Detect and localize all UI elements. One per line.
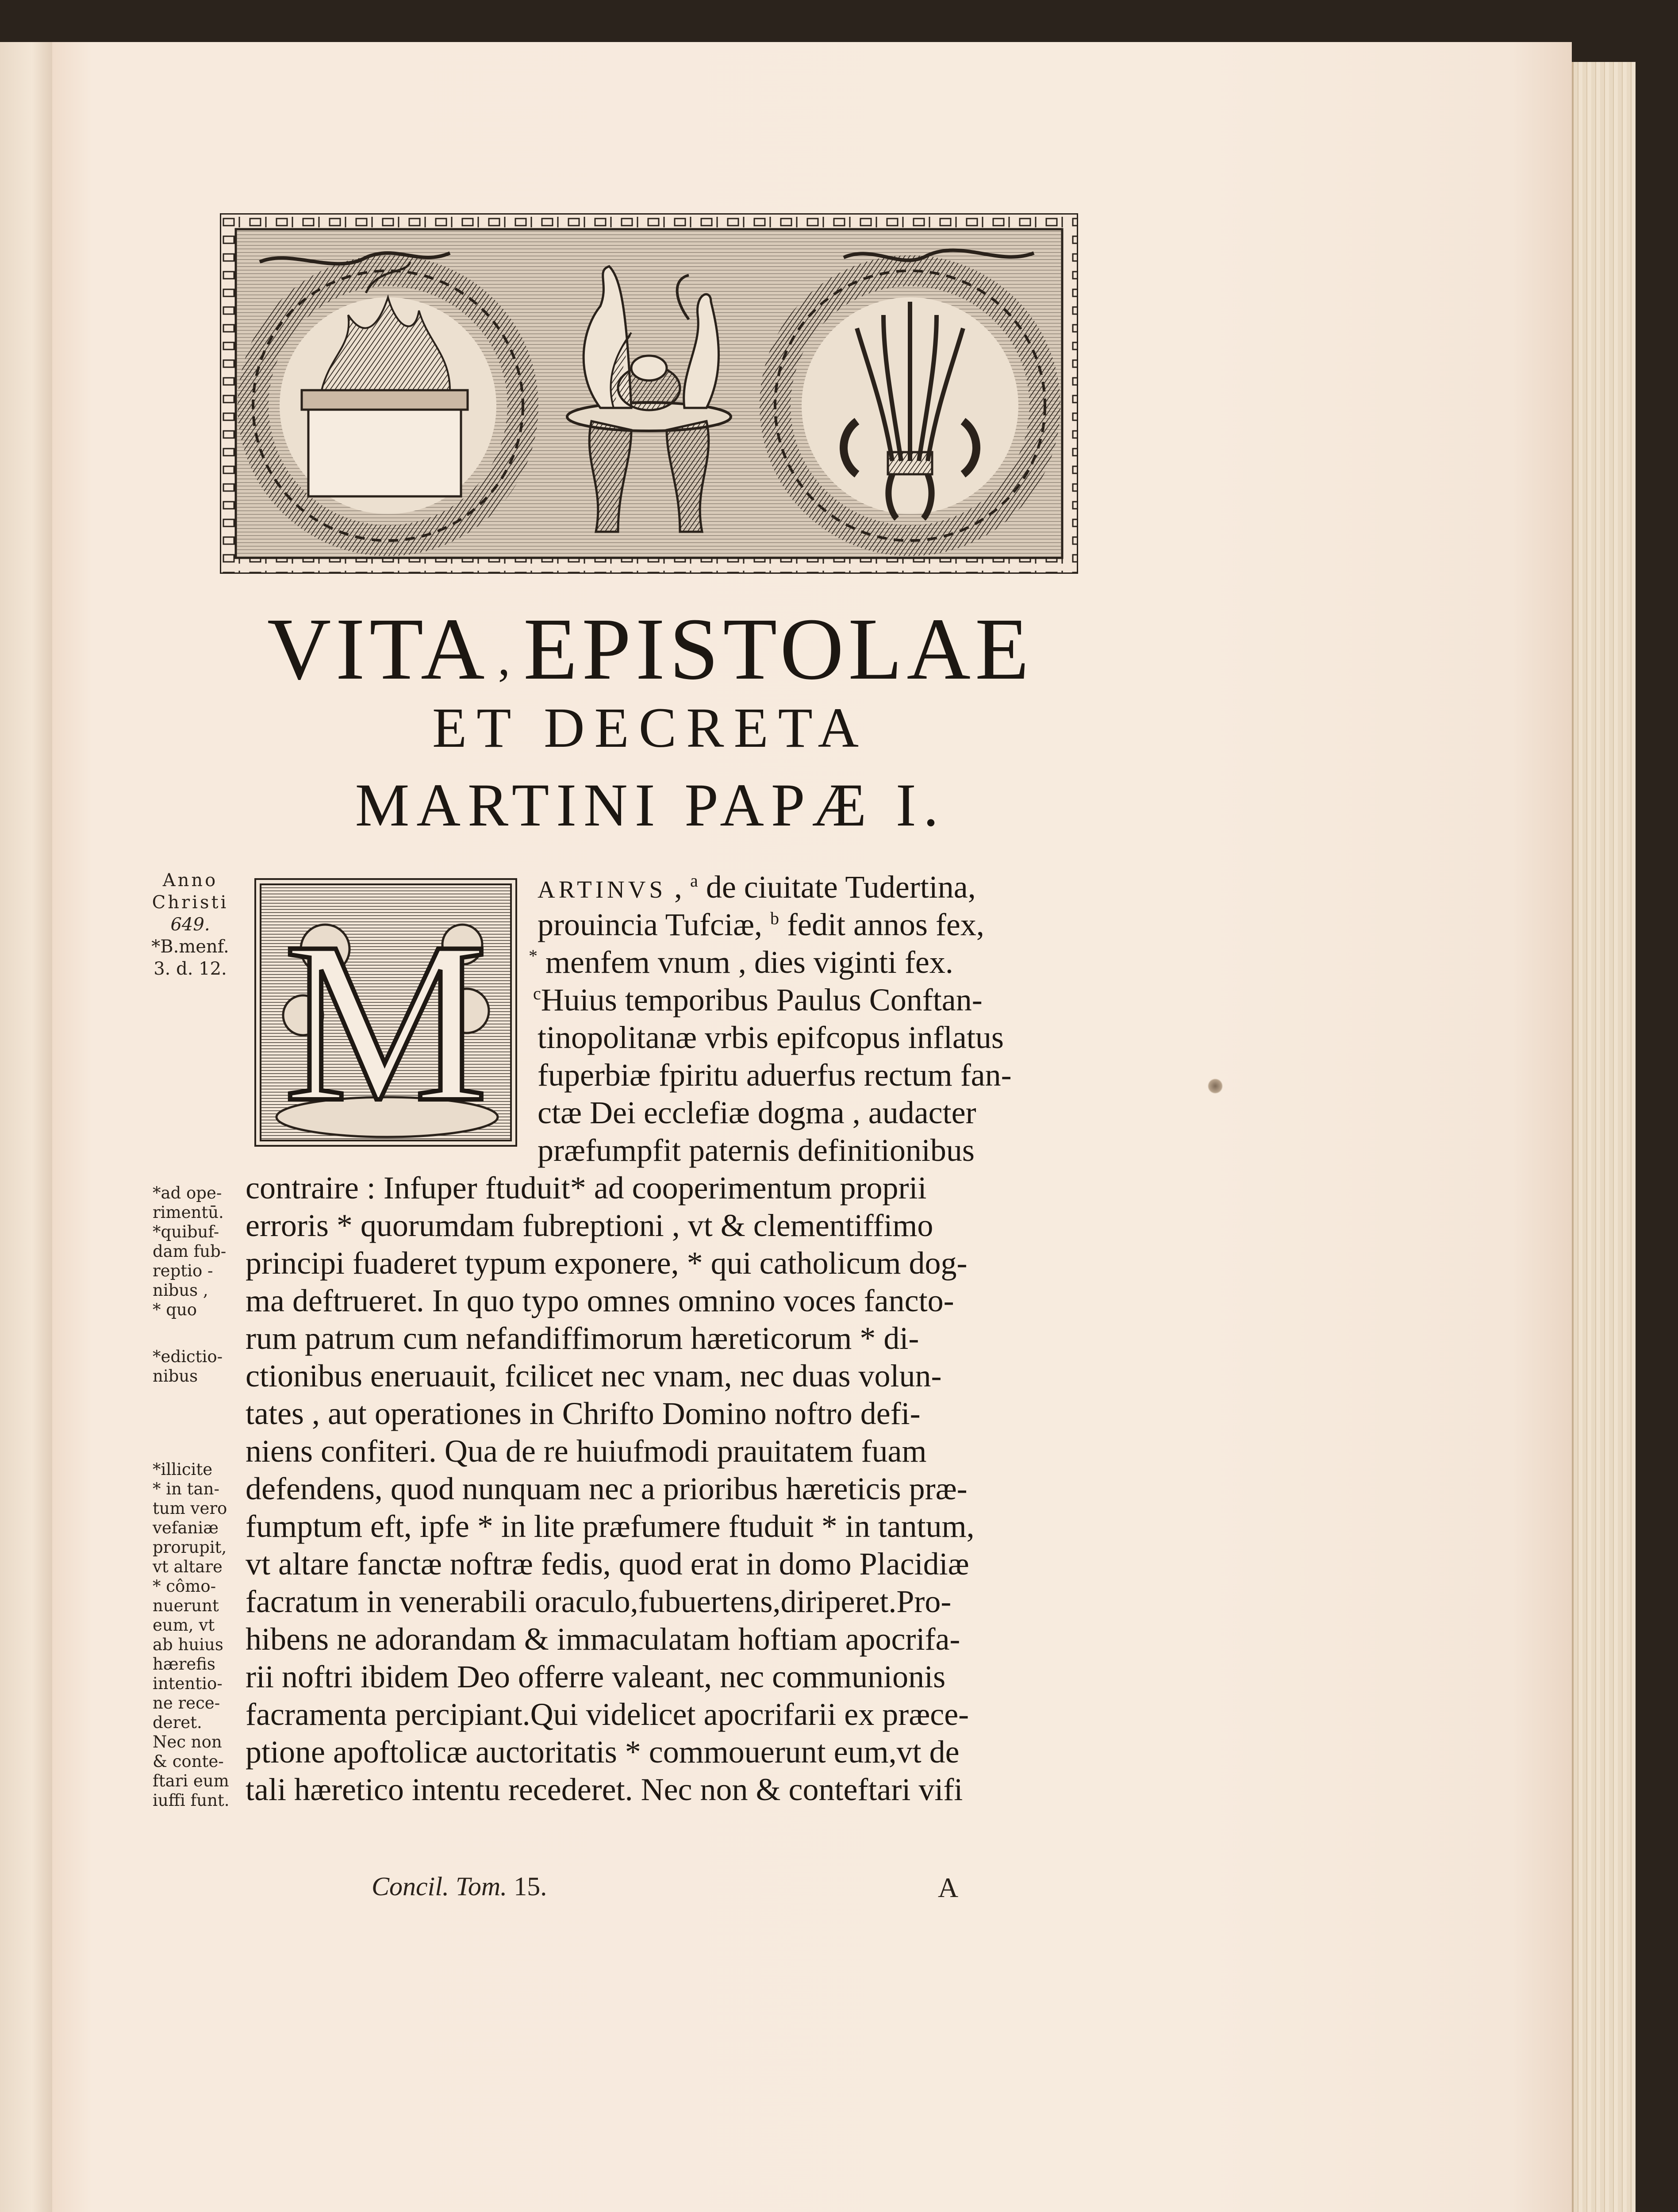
margin-note-line: vt altare [153, 1557, 223, 1576]
body-line-5: tinopolitanæ vrbis epifcopus inflatus [538, 1020, 1004, 1055]
margin-note-line: ab huius [153, 1635, 223, 1654]
body-first-line-tail: de ciuitate Tudertina, [706, 869, 976, 905]
margin-note-line: *quibuf- [153, 1222, 219, 1241]
body-line-4-text: Huius temporibus Paulus Conftan- [541, 982, 983, 1018]
margin-note-line: reptio - [153, 1261, 213, 1280]
dropcap-letter: M [283, 895, 488, 1147]
body-line-3 [529, 942, 953, 982]
margin-year: 649. [170, 914, 210, 935]
body-full-line: contraire : Infuper ftuduit* ad cooperimentum proprii [246, 1170, 927, 1206]
margin-note-line: *edictio- [153, 1347, 223, 1366]
body-full-line: hibens ne adorandam & immaculatam hoftiam apocrifa- [246, 1621, 960, 1657]
body-full-line: principi fuaderet typum exponere, * qui catholicum dog- [246, 1245, 968, 1281]
margin-note-line: nibus , [153, 1281, 208, 1300]
body-full-line: tali hæretico intentu recederet. Nec non & conteftari vifi [246, 1772, 963, 1807]
body-full-line: niens confiteri. Qua de re huiufmodi prauitatem fuam [246, 1433, 927, 1469]
margin-anno-word: Anno [162, 870, 218, 891]
note-mark-b: b [770, 908, 779, 928]
margin-note-group-1 [153, 1183, 226, 1320]
note-mark-star: * [529, 946, 538, 966]
body-full-line: erroris * quorumdam fubreptioni , vt & clementiffimo [246, 1208, 933, 1243]
left-page-edge [0, 42, 53, 2212]
margin-note-line: nibus [153, 1367, 198, 1386]
margin-note-line: *ad ope- [153, 1183, 222, 1202]
margin-note-line: ftari eum [153, 1771, 229, 1790]
page-title-line-1 [208, 600, 1093, 703]
body-line-8: præfumpfit paternis definitionibus [538, 1133, 975, 1168]
body-full-line: ctionibus eneruauit, fcilicet nec vnam, nec duas volun- [246, 1358, 942, 1394]
body-line-2 [538, 905, 984, 945]
body-line-3-text: menfem vnum , dies viginti fex. [545, 945, 953, 980]
margin-note-line: *illicite [153, 1460, 213, 1479]
body-first-word: ARTINVS [538, 876, 667, 903]
margin-note-line: & conte- [153, 1752, 224, 1771]
margin-note-group-2 [153, 1347, 223, 1386]
footer-gathering-letter: A [938, 1872, 959, 1903]
margin-note-group-3 [153, 1460, 230, 1810]
historiated-initial-icon [254, 878, 517, 1147]
body-full-line: ma deftrueret. In quo typo omnes omnino voces fancto- [246, 1283, 954, 1318]
margin-note-line: Nec non [153, 1732, 222, 1751]
body-line-4 [533, 980, 983, 1020]
body-full-line: rum patrum cum nefandiffimorum hæreticorum * di- [246, 1321, 919, 1356]
body-line-1: ARTINVS , $^a$ de ciuitate Tudertina, [538, 869, 976, 905]
body-full-line: defendens, quod nunquam nec a prioribus hæreticis præ- [246, 1471, 968, 1506]
engraved-headpiece-icon [220, 213, 1078, 574]
margin-note-line: eum, vt [153, 1616, 215, 1635]
margin-christi-word: Christi [152, 892, 229, 913]
margin-note-line: dam fub- [153, 1242, 227, 1261]
page-title-line-3: MARTINI PAPÆ I. [355, 771, 946, 839]
body-full-line: rii noftri ibidem Deo offerre valeant, nec communionis [246, 1659, 946, 1694]
body-line-2-part-b: fedit annos fex, [787, 907, 984, 942]
margin-note-line: deret. [153, 1713, 202, 1732]
title-separator: , [498, 631, 515, 686]
margin-note-line: iuffi funt. [153, 1791, 230, 1810]
margin-note-line: * quo [153, 1300, 197, 1319]
left-wreath-icon [253, 262, 523, 541]
title-word-epistolae: EPISTOLAE [523, 600, 1034, 698]
page-block-edge [1572, 62, 1636, 2212]
body-line-6: fuperbiæ fpiritu aduerfus rectum fan- [538, 1057, 1012, 1093]
body-full-line: ptione apoftolicæ auctoritatis * commouerunt eum,vt de [246, 1734, 960, 1770]
body-full-line: fumptum eft, ipfe * in lite præfumere ftuduit * in tantum, [246, 1509, 975, 1544]
margin-note-line: rimentū. [153, 1203, 224, 1222]
note-mark-c: c [533, 983, 541, 1003]
body-full-line: facramenta percipiant.Qui videlicet apocrifarii ex præce- [246, 1697, 969, 1732]
footer-signature-text: Concil. Tom. [372, 1872, 507, 1901]
margin-anno-christi [146, 869, 234, 980]
margin-note-line: * in tan- [153, 1479, 219, 1498]
margin-note-line: nuerunt [153, 1596, 219, 1615]
body-full-line: vt altare fanctæ noftræ fedis, quod erat in domo Placidiæ [246, 1546, 969, 1582]
margin-note-line: hærefis [153, 1655, 215, 1674]
right-wreath-icon [775, 271, 1045, 541]
margin-note-line: intentio- [153, 1674, 223, 1693]
body-full-line: tates , aut operationes in Chrifto Domino noftro defi- [246, 1396, 921, 1431]
body-full-line: facratum in venerabili oraculo,fubuertens,diriperet.Pro- [246, 1584, 952, 1619]
margin-ref-2: 3. d. 12. [154, 959, 227, 979]
margin-note-line: prorupit, [153, 1538, 227, 1557]
body-line-2-part-a: prouincia Tufciæ, [538, 907, 763, 942]
foxing-spot [1208, 1079, 1223, 1094]
note-mark-a: a [690, 871, 698, 891]
body-line-7: ctæ Dei ecclefiæ dogma , audacter [538, 1095, 976, 1130]
margin-note-line: * cômo- [153, 1577, 216, 1596]
margin-note-line: vefaniæ [153, 1518, 219, 1537]
page-title-line-2: ET DECRETA [432, 696, 868, 759]
footer-signature-number: 15. [514, 1872, 547, 1901]
footer-signature [372, 1871, 547, 1902]
margin-ref-1: *B.menf. [151, 937, 229, 957]
margin-note-line: ne rece- [153, 1694, 220, 1713]
margin-note-line: tum vero [153, 1499, 227, 1518]
title-word-vita: VITA [267, 600, 489, 698]
